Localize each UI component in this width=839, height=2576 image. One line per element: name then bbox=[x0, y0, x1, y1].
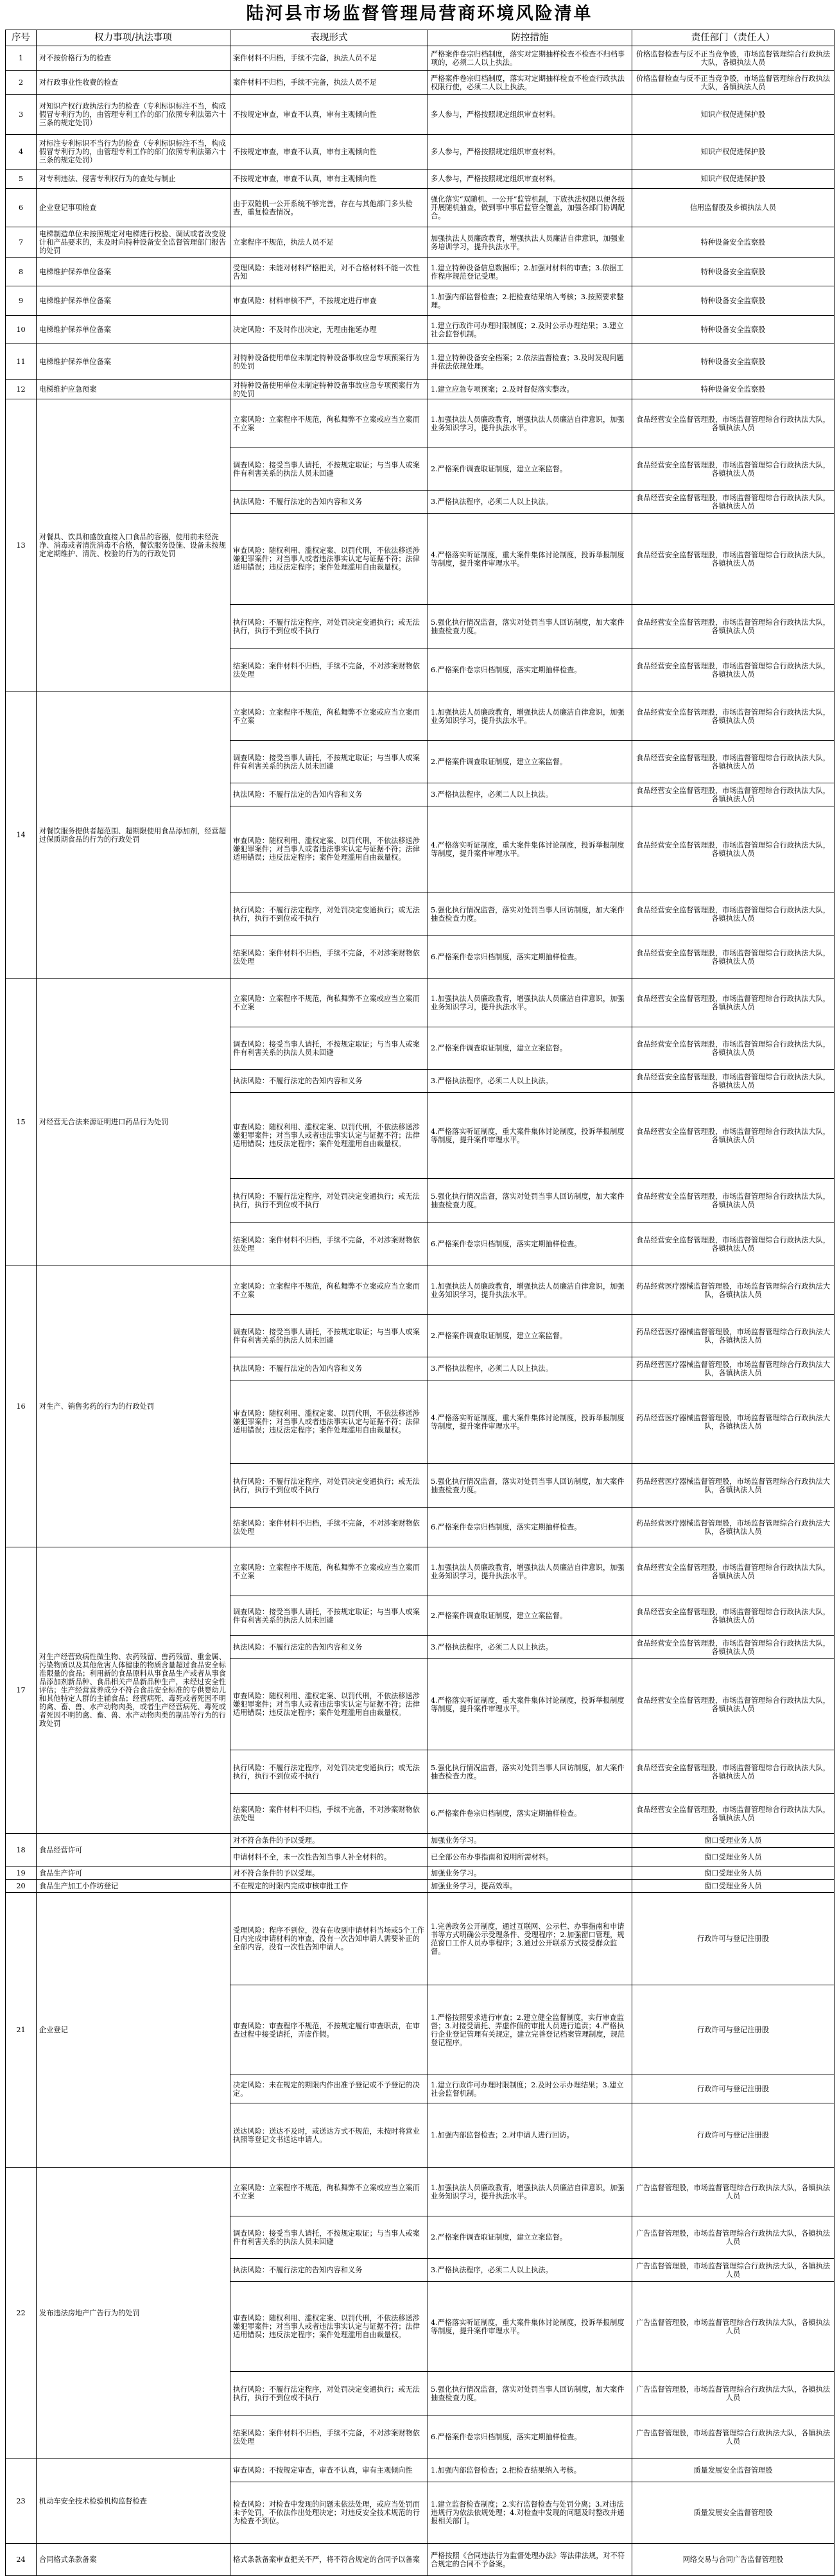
row-measure: 2.严格案件调查取证制度，建立立案监督。 bbox=[428, 1315, 632, 1357]
row-form: 执行风险：不履行法定程序，对处罚决定变通执行；或无法执行，执行不到位或不执行 bbox=[230, 605, 428, 648]
row-form: 执法风险：不履行法定的告知内容和义务 bbox=[230, 1070, 428, 1093]
row-measure: 4.严格落实听证制度，重大案件集体讨论制度，投诉举报制度等制度，提升案件审理水平。 bbox=[428, 514, 632, 605]
row-measure: 4.严格落实听证制度，重大案件集体讨论制度，投诉举报制度等制度，提升案件审理水平。 bbox=[428, 1380, 632, 1464]
row-measure: 多人参与，严格按照规定组织审查材料。 bbox=[428, 95, 632, 135]
row-measure: 1.加强执法人员廉政教育，增强执法人员廉洁自律意识，加强业务知识学习，提升执法水平。 bbox=[428, 979, 632, 1027]
row-measure: 4.严格落实听证制度，重大案件集体讨论制度，投诉举报制度等制度，提升案件审理水平。 bbox=[428, 806, 632, 892]
row-seq: 7 bbox=[6, 227, 37, 258]
row-dept: 质量发展安全监督管理股 bbox=[632, 2482, 835, 2544]
table-row bbox=[6, 380, 835, 399]
row-form: 受理风险：未能对材料严格把关，对不合格材料不能一次性告知 bbox=[230, 258, 428, 286]
row-measure: 严格案件卷宗归档制度，落实对定期抽样检查不检查不归档事项的，必须二人以上执法。 bbox=[428, 46, 632, 71]
row-item: 电梯维护应急预案 bbox=[37, 380, 230, 399]
row-form: 结案风险：案件材料不归档，手续不完备，不对涉案财物依法处理 bbox=[230, 2415, 428, 2459]
row-measure: 5.强化执行情况监督，落实对处罚当事人回访制度，加大案件抽查检查力度。 bbox=[428, 605, 632, 648]
row-dept: 特种设备安全监察股 bbox=[632, 316, 835, 344]
header-measure: 防控措施 bbox=[428, 30, 632, 46]
row-measure: 1.建立监督检查制度；2.实行监督检查与处罚分离；3.对违法违规行为依法依规处理；4.对检查中发现的问题及时整改并通报相关部门。 bbox=[428, 2482, 632, 2544]
row-dept: 食品经营安全监督管理股，市场监督管理综合行政执法大队，各镇执法人员 bbox=[632, 1596, 835, 1636]
table-header-row bbox=[6, 30, 835, 46]
page-title: 陆河县市场监督管理局营商环境风险清单 bbox=[246, 4, 593, 24]
row-form: 执法风险：不履行法定的告知内容和义务 bbox=[230, 783, 428, 806]
row-measure: 6.严格案件卷宗归档制度，落实定期抽样检查。 bbox=[428, 2415, 632, 2459]
row-form: 对不符合条件的予以受理。 bbox=[230, 1867, 428, 1880]
table-row bbox=[6, 399, 835, 448]
row-dept: 行政许可与登记注册股 bbox=[632, 1893, 835, 1985]
table-row bbox=[6, 135, 835, 170]
row-measure: 1.建立特种设备安全档案；2.依法监督检查；3.及时发现问题并依法依规处理。 bbox=[428, 344, 632, 380]
row-seq: 8 bbox=[6, 258, 37, 286]
header-seq: 序号 bbox=[6, 30, 37, 46]
row-dept: 质量发展安全监督管理股 bbox=[632, 2459, 835, 2482]
row-item: 对经营无合法来源证明进口药品行为处罚 bbox=[37, 979, 230, 1266]
row-measure: 3.严格执法程序，必须二人以上执法。 bbox=[428, 491, 632, 514]
row-form: 执法风险：不履行法定的告知内容和义务 bbox=[230, 491, 428, 514]
row-seq: 12 bbox=[6, 380, 37, 399]
row-item: 电梯维护保养单位备案 bbox=[37, 258, 230, 286]
row-form: 对特种设备使用单位未制定特种设备事故应急专项预案行为的处罚 bbox=[230, 380, 428, 399]
row-measure: 1.加强执法人员廉政教育，增强执法人员廉洁自律意识，加强业务知识学习，提升执法水平。 bbox=[428, 1266, 632, 1315]
row-form: 执行风险：不履行法定程序，对处罚决定变通执行；或无法执行，执行不到位或不执行 bbox=[230, 1179, 428, 1223]
row-dept: 价格监督检查与反不正当竞争股，市场监督管理综合行政执法大队，各镇执法人员 bbox=[632, 71, 835, 95]
row-measure: 4.严格落实听证制度，重大案件集体讨论制度，投诉举报制度等制度，提升案件审理水平。 bbox=[428, 1659, 632, 1750]
table-row bbox=[6, 286, 835, 316]
row-measure: 1.加强执法人员廉政教育，增强执法人员廉洁自律意识，加强业务知识学习，提升执法水平。 bbox=[428, 1547, 632, 1596]
row-item: 食品生产加工小作坊登记 bbox=[37, 1880, 230, 1893]
row-form: 立案风险：立案程序不规范，徇私舞弊不立案或应当立案而不立案 bbox=[230, 2168, 428, 2216]
row-form: 调查风险：接受当事人请托，不按规定取证；与当事人或案件有利害关系的执法人员未回避 bbox=[230, 1027, 428, 1070]
row-form: 检查风险：对检查中发现的问题未依法处理，或应当处罚而未予处罚，不依法作出处理决定；对违反安全技术规范的行为检查不到位。 bbox=[230, 2482, 428, 2544]
row-measure: 已全部公布办事指南和说明所需材料。 bbox=[428, 1848, 632, 1867]
header-form: 表现形式 bbox=[230, 30, 428, 46]
row-form: 不在规定的时限内完成审核审批工作 bbox=[230, 1880, 428, 1893]
row-dept: 食品经营安全监督管理股，市场监督管理综合行政执法大队，各镇执法人员 bbox=[632, 936, 835, 979]
row-item: 对餐具、饮具和盛放直接入口食品的容器，使用前未经洗净、消毒或者清洗消毒不合格，餐饮服务设施、设备未按规定定期维护、清洗、校验的行为的行政处罚 bbox=[37, 399, 230, 692]
row-dept: 窗口受理业务人员 bbox=[632, 1880, 835, 1893]
row-measure: 1.建立行政许可办理时限制度；2.及时公示办理结果；3.建立社会监督机制。 bbox=[428, 2075, 632, 2103]
row-dept: 窗口受理业务人员 bbox=[632, 1867, 835, 1880]
row-dept: 窗口受理业务人员 bbox=[632, 1834, 835, 1848]
row-dept: 窗口受理业务人员 bbox=[632, 1848, 835, 1867]
row-form: 对不符合条件的予以受理。 bbox=[230, 1834, 428, 1848]
row-item: 企业登记 bbox=[37, 1893, 230, 2168]
table-row bbox=[6, 1547, 835, 1596]
row-dept: 食品经营安全监督管理股，市场监督管理综合行政执法大队，各镇执法人员 bbox=[632, 1027, 835, 1070]
row-form: 立案风险：立案程序不规范，徇私舞弊不立案或应当立案而不立案 bbox=[230, 1547, 428, 1596]
row-measure: 严格案件卷宗归档制度，落实对定期抽样检查不检查行政执法权限行使，必须二人以上执法。 bbox=[428, 71, 632, 95]
row-dept: 广告监督管理股，市场监督管理综合行政执法大队，各镇执法人员 bbox=[632, 2168, 835, 2216]
row-dept: 广告监督管理股，市场监督管理综合行政执法大队，各镇执法人员 bbox=[632, 2216, 835, 2259]
row-measure: 1.建立行政许可办理时限制度；2.及时公示办理结果；3.建立社会监督机制。 bbox=[428, 316, 632, 344]
row-dept: 行政许可与登记注册股 bbox=[632, 2075, 835, 2103]
row-dept: 食品经营安全监督管理股，市场监督管理综合行政执法大队，各镇执法人员 bbox=[632, 648, 835, 692]
row-seq: 1 bbox=[6, 46, 37, 71]
row-seq: 16 bbox=[6, 1266, 37, 1547]
row-measure: 5.强化执行情况监督，落实对处罚当事人回访制度，加大案件抽查检查力度。 bbox=[428, 2372, 632, 2415]
row-dept: 行政许可与登记注册股 bbox=[632, 1985, 835, 2075]
row-seq: 4 bbox=[6, 135, 37, 170]
row-measure: 5.强化执行情况监督，落实对处罚当事人回访制度，加大案件抽查检查力度。 bbox=[428, 1750, 632, 1794]
header-item: 权力事项/执法事项 bbox=[37, 30, 230, 46]
row-form: 审查风险：材料审核不严，不按规定进行审查 bbox=[230, 286, 428, 316]
row-item: 合同格式条款备案 bbox=[37, 2544, 230, 2576]
row-form: 送达风险：送达不及时，或送达方式不规范，未按时将营业执照等登记文书送达申请人。 bbox=[230, 2103, 428, 2168]
row-form: 立案风险：立案程序不规范，徇私舞弊不立案或应当立案而不立案 bbox=[230, 979, 428, 1027]
row-seq: 5 bbox=[6, 170, 37, 189]
row-seq: 9 bbox=[6, 286, 37, 316]
row-item: 电梯维护保养单位备案 bbox=[37, 316, 230, 344]
row-form: 立案风险：立案程序不规范，徇私舞弊不立案或应当立案而不立案 bbox=[230, 1266, 428, 1315]
table-row bbox=[6, 1834, 835, 1848]
row-form: 执行风险：不履行法定程序，对处罚决定变通执行；或无法执行，执行不到位或不执行 bbox=[230, 892, 428, 936]
row-dept: 药品经营医疗器械监督管理股，市场监督管理综合行政执法大队，各镇执法人员 bbox=[632, 1315, 835, 1357]
row-dept: 广告监督管理股，市场监督管理综合行政执法大队，各镇执法人员 bbox=[632, 2259, 835, 2282]
row-form: 执法风险：不履行法定的告知内容和义务 bbox=[230, 1636, 428, 1659]
row-measure: 加强业务学习。 bbox=[428, 1867, 632, 1880]
row-form: 审查风险：随权利用、滥权定案、以罚代刑，不依法移送涉嫌犯罪案件；对当事人或者违法事实认定与证据不符；法律适用错误；违反法定程序；案件处理滥用自由裁量权。 bbox=[230, 1380, 428, 1464]
row-dept: 食品经营安全监督管理股，市场监督管理综合行政执法大队，各镇执法人员 bbox=[632, 399, 835, 448]
row-item: 企业登记事项检查 bbox=[37, 189, 230, 227]
row-form: 受理风险：程序不到位，没有在收到申请材料当场或5个工作日内完成申请材料的审查，没有一次告知申请人需要补正的全部内容，没有一次性告知申请人。 bbox=[230, 1893, 428, 1985]
row-dept: 食品经营安全监督管理股，市场监督管理综合行政执法大队，各镇执法人员 bbox=[632, 692, 835, 741]
risk-table bbox=[5, 30, 835, 2576]
row-measure: 3.严格执法程序，必须二人以上执法。 bbox=[428, 783, 632, 806]
row-item: 对生产、销售劣药的行为的行政处罚 bbox=[37, 1266, 230, 1547]
row-dept: 知识产权促进保护股 bbox=[632, 135, 835, 170]
row-dept: 特种设备安全监察股 bbox=[632, 380, 835, 399]
row-dept: 特种设备安全监察股 bbox=[632, 258, 835, 286]
row-dept: 药品经营医疗器械监督管理股，市场监督管理综合行政执法大队，各镇执法人员 bbox=[632, 1357, 835, 1380]
row-seq: 18 bbox=[6, 1834, 37, 1867]
row-item: 食品生产许可 bbox=[37, 1867, 230, 1880]
row-item: 食品经营许可 bbox=[37, 1834, 230, 1867]
row-measure: 1.加强内部监督检查；2.对申请人进行回访。 bbox=[428, 2103, 632, 2168]
row-form: 决定风险：不及时作出决定，无理由拖延办理 bbox=[230, 316, 428, 344]
row-measure: 加强执法人员廉政教育，增强执法人员廉洁自律意识，加强业务培训学习，提升执法水平。 bbox=[428, 227, 632, 258]
table-row bbox=[6, 2168, 835, 2216]
row-measure: 2.严格案件调查取证制度，建立立案监督。 bbox=[428, 1027, 632, 1070]
table-row bbox=[6, 1880, 835, 1893]
row-measure: 3.严格执法程序，必须二人以上执法。 bbox=[428, 1357, 632, 1380]
row-measure: 严格按照《合同违法行为监督处理办法》等法律法规，对不符合规定的合同不予备案。 bbox=[428, 2544, 632, 2576]
row-measure: 6.严格案件卷宗归档制度，落实定期抽样检查。 bbox=[428, 648, 632, 692]
row-item: 电梯维护保养单位备案 bbox=[37, 286, 230, 316]
row-dept: 食品经营安全监督管理股，市场监督管理综合行政执法大队，各镇执法人员 bbox=[632, 448, 835, 491]
row-measure: 4.严格落实听证制度，重大案件集体讨论制度，投诉举报制度等制度，提升案件审理水平。 bbox=[428, 1093, 632, 1179]
row-dept: 知识产权促进保护股 bbox=[632, 95, 835, 135]
row-dept: 网络交易与合同广告监督管理股 bbox=[632, 2544, 835, 2576]
row-measure: 1.加强执法人员廉政教育，增强执法人员廉洁自律意识，加强业务知识学习，提升执法水平。 bbox=[428, 2168, 632, 2216]
table-row bbox=[6, 258, 835, 286]
row-measure: 5.强化执行情况监督，落实对处罚当事人回访制度，加大案件抽查检查力度。 bbox=[428, 1464, 632, 1508]
row-measure: 3.严格执法程序，必须二人以上执法。 bbox=[428, 2259, 632, 2282]
row-item: 对餐饮服务提供者超范围、超期限使用食品添加剂，经营超过保质期食品的行为的行政处罚 bbox=[37, 692, 230, 979]
table-row bbox=[6, 227, 835, 258]
row-form: 结案风险：案件材料不归档，手续不完备，不对涉案财物依法处理 bbox=[230, 936, 428, 979]
row-form: 调查风险：接受当事人请托，不按规定取证；与当事人或案件有利害关系的执法人员未回避 bbox=[230, 2216, 428, 2259]
row-dept: 食品经营安全监督管理股，市场监督管理综合行政执法大队，各镇执法人员 bbox=[632, 741, 835, 783]
row-dept: 行政许可与登记注册股 bbox=[632, 2103, 835, 2168]
table-row bbox=[6, 170, 835, 189]
row-form: 案件材料不归档，手续不完备，执法人员不足 bbox=[230, 71, 428, 95]
row-seq: 19 bbox=[6, 1867, 37, 1880]
row-measure: 1.建立应急专项预案；2.及时督促落实整改。 bbox=[428, 380, 632, 399]
row-dept: 食品经营安全监督管理股，市场监督管理综合行政执法大队，各镇执法人员 bbox=[632, 806, 835, 892]
table-row bbox=[6, 1893, 835, 1985]
row-form: 调查风险：接受当事人请托，不按规定取证；与当事人或案件有利害关系的执法人员未回避 bbox=[230, 1315, 428, 1357]
row-measure: 加强业务学习。 bbox=[428, 1834, 632, 1848]
table-row bbox=[6, 46, 835, 71]
table-row bbox=[6, 1867, 835, 1880]
row-form: 调查风险：接受当事人请托，不按规定取证；与当事人或案件有利害关系的执法人员未回避 bbox=[230, 1596, 428, 1636]
table-body bbox=[6, 46, 835, 2576]
row-seq: 24 bbox=[6, 2544, 37, 2576]
row-dept: 食品经营安全监督管理股，市场监督管理综合行政执法大队，各镇执法人员 bbox=[632, 1659, 835, 1750]
table-row bbox=[6, 979, 835, 1027]
row-item: 对行政事业性收费的检查 bbox=[37, 71, 230, 95]
row-seq: 2 bbox=[6, 71, 37, 95]
row-form: 调查风险：接受当事人请托，不按规定取证；与当事人或案件有利害关系的执法人员未回避 bbox=[230, 448, 428, 491]
row-dept: 特种设备安全监察股 bbox=[632, 344, 835, 380]
row-form: 对特种设备使用单位未制定特种设备事故应急专项预案行为的处罚 bbox=[230, 344, 428, 380]
row-measure: 1.加强执法人员廉政教育，增强执法人员廉洁自律意识，加强业务知识学习，提升执法水平。 bbox=[428, 399, 632, 448]
row-form: 格式条款备案审查把关不严，将不符合规定的合同予以备案 bbox=[230, 2544, 428, 2576]
row-measure: 2.严格案件调查取证制度，建立立案监督。 bbox=[428, 1596, 632, 1636]
row-measure: 多人参与，严格按照规定组织审查材料。 bbox=[428, 135, 632, 170]
row-dept: 广告监督管理股，市场监督管理综合行政执法大队，各镇执法人员 bbox=[632, 2372, 835, 2415]
row-form: 审查风险：审查程序不规范，不按规定履行审查职责，在审查过程中接受请托，弄虚作假。 bbox=[230, 1985, 428, 2075]
row-form: 不按规定审查，审查不认真，审有主观倾向性 bbox=[230, 135, 428, 170]
row-dept: 食品经营安全监督管理股，市场监督管理综合行政执法大队，各镇执法人员 bbox=[632, 605, 835, 648]
row-form: 审查风险：随权利用、滥权定案、以罚代刑，不依法移送涉嫌犯罪案件；对当事人或者违法事实认定与证据不符；法律适用错误；违反法定程序；案件处理滥用自由裁量权。 bbox=[230, 1659, 428, 1750]
row-dept: 食品经营安全监督管理股，市场监督管理综合行政执法大队，各镇执法人员 bbox=[632, 1636, 835, 1659]
row-seq: 21 bbox=[6, 1893, 37, 2168]
row-item: 机动车安全技术检验机构监督检查 bbox=[37, 2459, 230, 2544]
row-form: 执法风险：不履行法定的告知内容和义务 bbox=[230, 2259, 428, 2282]
row-dept: 食品经营安全监督管理股，市场监督管理综合行政执法大队，各镇执法人员 bbox=[632, 892, 835, 936]
row-measure: 2.严格案件调查取证制度，建立立案监督。 bbox=[428, 2216, 632, 2259]
row-dept: 药品经营医疗器械监督管理股，市场监督管理综合行政执法大队，各镇执法人员 bbox=[632, 1464, 835, 1508]
row-seq: 17 bbox=[6, 1547, 37, 1834]
row-dept: 特种设备安全监察股 bbox=[632, 227, 835, 258]
row-item: 对知识产权行政执法行为的检查（专利标识标注不当，构成假冒专利行为的，由管理专利工作的部门依照专利法第六十三条的规定处罚） bbox=[37, 95, 230, 135]
table-row bbox=[6, 344, 835, 380]
row-form: 立案风险：立案程序不规范，徇私舞弊不立案或应当立案而不立案 bbox=[230, 399, 428, 448]
row-form: 审查风险：随权利用、滥权定案、以罚代刑，不依法移送涉嫌犯罪案件；对当事人或者违法事实认定与证据不符；法律适用错误；违反法定程序；案件处理滥用自由裁量权。 bbox=[230, 514, 428, 605]
row-measure: 加强业务学习，提高效率。 bbox=[428, 1880, 632, 1893]
table-row bbox=[6, 2459, 835, 2482]
row-form: 结案风险：案件材料不归档，手续不完备，不对涉案财物依法处理 bbox=[230, 1508, 428, 1547]
table-row bbox=[6, 95, 835, 135]
row-seq: 3 bbox=[6, 95, 37, 135]
row-dept: 知识产权促进保护股 bbox=[632, 170, 835, 189]
row-item: 电梯制造单位未按照规定对电梯进行校验、调试或者改变设计和产品要求的，未及时向特种设备安全监督管理部门报告的处罚 bbox=[37, 227, 230, 258]
row-measure: 1.加强内部监督检查；2.把检查结果纳入考核；3.按照要求整理。 bbox=[428, 286, 632, 316]
row-form: 审查风险：随权利用、滥权定案、以罚代刑，不依法移送涉嫌犯罪案件；对当事人或者违法事实认定与证据不符；法律适用错误；违反法定程序；案件处理滥用自由裁量权。 bbox=[230, 806, 428, 892]
row-seq: 13 bbox=[6, 399, 37, 692]
row-form: 审查风险：随权利用、滥权定案、以罚代刑，不依法移送涉嫌犯罪案件；对当事人或者违法事实认定与证据不符；法律适用错误；违反法定程序；案件处理滥用自由裁量权。 bbox=[230, 2282, 428, 2372]
row-dept: 药品经营医疗器械监督管理股，市场监督管理综合行政执法大队，各镇执法人员 bbox=[632, 1508, 835, 1547]
row-form: 执法风险：不履行法定的告知内容和义务 bbox=[230, 1357, 428, 1380]
table-row bbox=[6, 316, 835, 344]
row-measure: 6.严格案件卷宗归档制度，落实定期抽样检查。 bbox=[428, 936, 632, 979]
row-dept: 药品经营医疗器械监督管理股，市场监督管理综合行政执法大队，各镇执法人员 bbox=[632, 1266, 835, 1315]
row-form: 审查风险：随权利用、滥权定案、以罚代刑，不依法移送涉嫌犯罪案件；对当事人或者违法事实认定与证据不符；法律适用错误；违反法定程序；案件处理滥用自由裁量权。 bbox=[230, 1093, 428, 1179]
table-row bbox=[6, 1266, 835, 1315]
table-row bbox=[6, 2544, 835, 2576]
row-form: 执行风险：不履行法定程序，对处罚决定变通执行；或无法执行，执行不到位或不执行 bbox=[230, 1750, 428, 1794]
table-row bbox=[6, 71, 835, 95]
row-dept: 信用监督股及乡镇执法人员 bbox=[632, 189, 835, 227]
row-dept: 食品经营安全监督管理股，市场监督管理综合行政执法大队，各镇执法人员 bbox=[632, 783, 835, 806]
row-measure: 6.严格案件卷宗归档制度，落实定期抽样检查。 bbox=[428, 1794, 632, 1834]
row-form: 审查风险：不按规定审查，审查不认真，审有主观倾向性 bbox=[230, 2459, 428, 2482]
table-row bbox=[6, 189, 835, 227]
row-measure: 1.加强内部监督检查；2.把检查结果纳入考核。 bbox=[428, 2459, 632, 2482]
table-row bbox=[6, 692, 835, 741]
row-measure: 5.强化执行情况监督，落实对处罚当事人回访制度，加大案件抽查检查力度。 bbox=[428, 1179, 632, 1223]
row-measure: 1.完善政务公开制度，通过互联网、公示栏、办事指南和申请书等方式明确公示受理条件、受理程序；2.加强窗口管理，规范窗口工作人员办事程序；3.通过公开联系方式接受群众监督。 bbox=[428, 1893, 632, 1985]
row-dept: 药品经营医疗器械监督管理股，市场监督管理综合行政执法大队，各镇执法人员 bbox=[632, 1380, 835, 1464]
row-dept: 食品经营安全监督管理股，市场监督管理综合行政执法大队，各镇执法人员 bbox=[632, 1750, 835, 1794]
row-item: 对专利违法、侵害专利权行为的查处与制止 bbox=[37, 170, 230, 189]
row-form: 申请材料不全，未一次性告知当事人补全材料的。 bbox=[230, 1848, 428, 1867]
row-measure: 4.严格落实听证制度，重大案件集体讨论制度，投诉举报制度等制度，提升案件审理水平。 bbox=[428, 2282, 632, 2372]
row-measure: 3.严格执法程序，必须二人以上执法。 bbox=[428, 1070, 632, 1093]
row-dept: 食品经营安全监督管理股，市场监督管理综合行政执法大队，各镇执法人员 bbox=[632, 1547, 835, 1596]
row-form: 不按规定审查，审查不认真，审有主观倾向性 bbox=[230, 170, 428, 189]
row-form: 不按规定审查，审查不认真，审有主观倾向性 bbox=[230, 95, 428, 135]
row-dept: 食品经营安全监督管理股，市场监督管理综合行政执法大队，各镇执法人员 bbox=[632, 514, 835, 605]
row-form: 决定风险：未在规定的期限内作出准予登记或不予登记的决定。 bbox=[230, 2075, 428, 2103]
row-form: 结案风险：案件材料不归档，手续不完备，不对涉案财物依法处理 bbox=[230, 1223, 428, 1266]
row-form: 结案风险：案件材料不归档，手续不完备，不对涉案财物依法处理 bbox=[230, 1794, 428, 1834]
row-measure: 多人参与，严格按照规定组织审查材料。 bbox=[428, 170, 632, 189]
row-form: 立案风险：立案程序不规范，徇私舞弊不立案或应当立案而不立案 bbox=[230, 692, 428, 741]
header-dept: 责任部门（责任人） bbox=[632, 30, 835, 46]
row-form: 调查风险：接受当事人请托，不按规定取证；与当事人或案件有利害关系的执法人员未回避 bbox=[230, 741, 428, 783]
row-measure: 2.严格案件调查取证制度，建立立案监督。 bbox=[428, 741, 632, 783]
row-item: 电梯维护保养单位备案 bbox=[37, 344, 230, 380]
row-measure: 1.严格按照要求进行审查；2.建立健全监督制度，实行审查监督；3.对接受请托、弄虚作假的审批人员进行追责；4.严格执行企业登记管理有关规定，建立完善登记档案管理制度，规范登记程序。 bbox=[428, 1985, 632, 2075]
row-dept: 食品经营安全监督管理股，市场监督管理综合行政执法大队，各镇执法人员 bbox=[632, 1794, 835, 1834]
row-measure: 2.严格案件调查取证制度，建立立案监督。 bbox=[428, 448, 632, 491]
row-measure: 5.强化执行情况监督，落实对处罚当事人回访制度，加大案件抽查检查力度。 bbox=[428, 892, 632, 936]
row-seq: 14 bbox=[6, 692, 37, 979]
row-item: 对生产经营致病性微生物、农药残留、兽药残留、重金属、污染物质以及其他危害人体健康的物质含量超过食品安全标准限量的食品；利用新的食品原料从事食品生产或者从事食品添加剂新品种、食品相关产品新品种生产，未经过安全性评估；生产经营营养成分不符合食品安全标准的专供婴幼儿和其他特定人群的主辅食品；经营病死、毒死或者死因不明的禽、畜、兽、水产动物肉类，或者生产经营病死、毒死或者死因不明的禽、畜、兽、水产动物肉类的制品等行为的行政处罚 bbox=[37, 1547, 230, 1834]
row-form: 立案程序不规范，执法人员不足 bbox=[230, 227, 428, 258]
row-dept: 食品经营安全监督管理股，市场监督管理综合行政执法大队，各镇执法人员 bbox=[632, 1070, 835, 1093]
row-measure: 6.严格案件卷宗归档制度，落实定期抽样检查。 bbox=[428, 1508, 632, 1547]
row-seq: 11 bbox=[6, 344, 37, 380]
row-form: 执行风险：不履行法定程序，对处罚决定变通执行；或无法执行，执行不到位或不执行 bbox=[230, 2372, 428, 2415]
row-dept: 广告监督管理股，市场监督管理综合行政执法大队，各镇执法人员 bbox=[632, 2415, 835, 2459]
row-form: 案件材料不归档，手续不完备，执法人员不足 bbox=[230, 46, 428, 71]
row-dept: 食品经营安全监督管理股，市场监督管理综合行政执法大队，各镇执法人员 bbox=[632, 1093, 835, 1179]
row-dept: 食品经营安全监督管理股，市场监督管理综合行政执法大队，各镇执法人员 bbox=[632, 1223, 835, 1266]
row-seq: 23 bbox=[6, 2459, 37, 2544]
row-seq: 10 bbox=[6, 316, 37, 344]
row-seq: 22 bbox=[6, 2168, 37, 2459]
row-dept: 价格监督检查与反不正当竞争股，市场监督管理综合行政执法大队，各镇执法人员 bbox=[632, 46, 835, 71]
row-form: 由于双随机一公开系统不够完善，存在与其他部门多头检查，重复检查情况。 bbox=[230, 189, 428, 227]
row-seq: 20 bbox=[6, 1880, 37, 1893]
row-form: 结案风险：案件材料不归档，手续不完备，不对涉案财物依法处理 bbox=[230, 648, 428, 692]
row-seq: 6 bbox=[6, 189, 37, 227]
row-measure: 1.建立特种设备信息数据库；2.加强对材料的审查；3.依据工作程序规范登记受理。 bbox=[428, 258, 632, 286]
row-measure: 强化落实“双随机、一公开”监管机制，下放执法权限以便各级开展随机抽查，做到事中事后监管全覆盖，加强各部门协调配合。 bbox=[428, 189, 632, 227]
row-seq: 15 bbox=[6, 979, 37, 1266]
row-measure: 3.严格执法程序，必须二人以上执法。 bbox=[428, 1636, 632, 1659]
row-dept: 广告监督管理股，市场监督管理综合行政执法大队，各镇执法人员 bbox=[632, 2282, 835, 2372]
row-measure: 1.加强执法人员廉政教育，增强执法人员廉洁自律意识，加强业务知识学习，提升执法水平。 bbox=[428, 692, 632, 741]
row-dept: 食品经营安全监督管理股，市场监督管理综合行政执法大队，各镇执法人员 bbox=[632, 979, 835, 1027]
row-item: 对标注专利标识不当行为的检查（专利标识标注不当，构成假冒专利行为的，由管理专利工作的部门依照专利法第六十三条的规定处罚） bbox=[37, 135, 230, 170]
row-dept: 食品经营安全监督管理股，市场监督管理综合行政执法大队，各镇执法人员 bbox=[632, 491, 835, 514]
row-item: 发布违法房地产广告行为的处罚 bbox=[37, 2168, 230, 2459]
row-form: 执行风险：不履行法定程序，对处罚决定变通执行；或无法执行，执行不到位或不执行 bbox=[230, 1464, 428, 1508]
row-dept: 特种设备安全监察股 bbox=[632, 286, 835, 316]
row-dept: 食品经营安全监督管理股，市场监督管理综合行政执法大队，各镇执法人员 bbox=[632, 1179, 835, 1223]
row-measure: 6.严格案件卷宗归档制度，落实定期抽样检查。 bbox=[428, 1223, 632, 1266]
row-item: 对不按价格行为的检查 bbox=[37, 46, 230, 71]
